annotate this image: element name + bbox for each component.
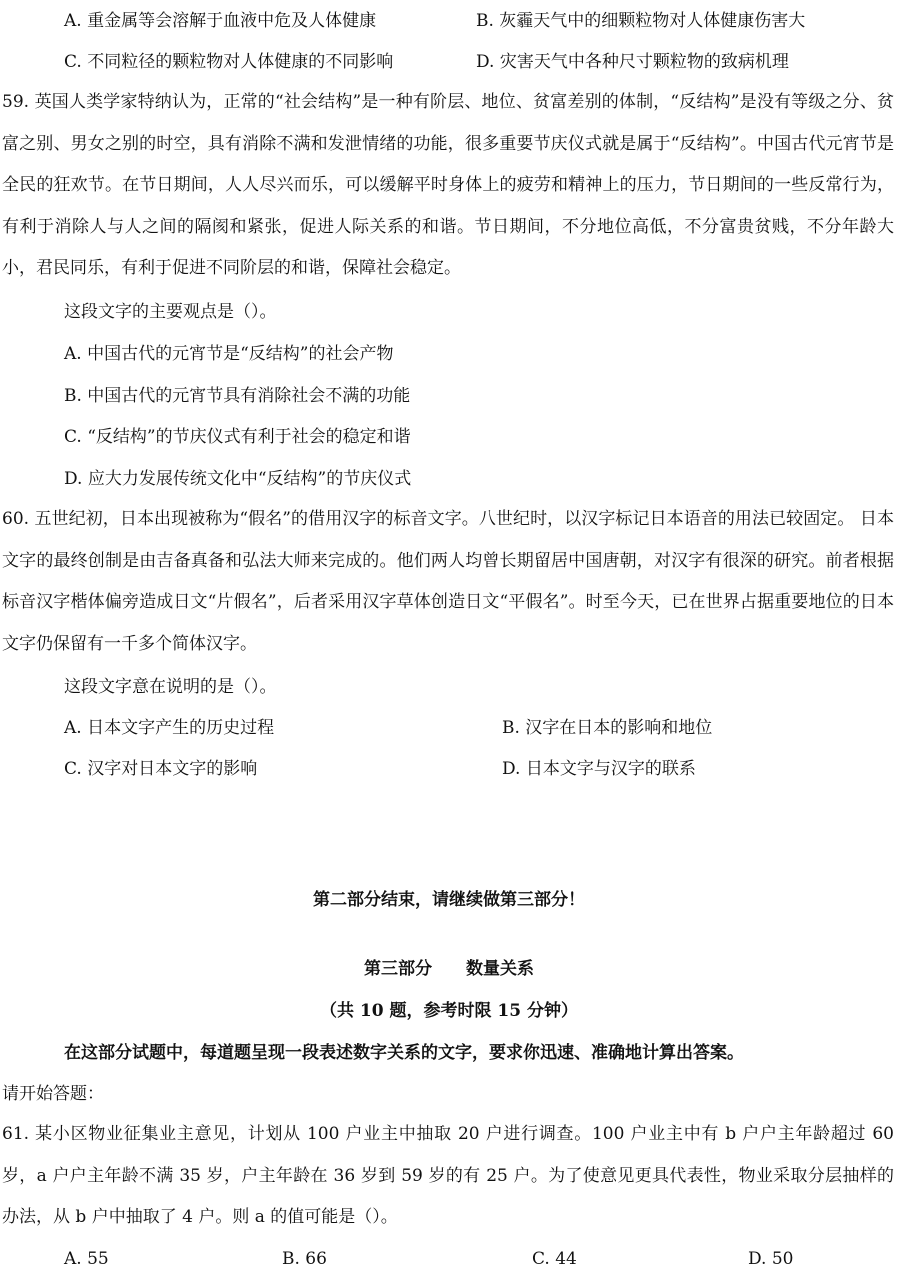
part3-instruction: 在这部分试题中，每道题呈现一段表述数字关系的文字，要求你迅速、准确地计算出答案。 — [64, 1043, 744, 1063]
q59-option-c: C. “反结构”的节庆仪式有利于社会的稳定和谐 — [64, 427, 411, 447]
q59-prompt: 这段文字的主要观点是（）。 — [64, 302, 277, 322]
q61-option-d: D. 50 — [748, 1249, 794, 1269]
q59-option-d: D. 应大力发展传统文化中“反结构”的节庆仪式 — [64, 469, 412, 489]
q58-option-a: A. 重金属等会溶解于血液中危及人体健康 — [64, 11, 377, 31]
part3-title: 第三部分 数量关系 — [364, 959, 534, 979]
q61-option-b: B. 66 — [282, 1249, 327, 1269]
part2-end-notice: 第二部分结束，请继续做第三部分！ — [313, 890, 585, 910]
q60-option-c: C. 汉字对日本文字的影响 — [64, 759, 258, 779]
q59-option-b: B. 中国古代的元宵节具有消除社会不满的功能 — [64, 386, 411, 406]
q59-option-a: A. 中国古代的元宵节是“反结构”的社会产物 — [64, 344, 394, 364]
q58-option-d: D. 灾害天气中各种尺寸颗粒物的致病机理 — [476, 52, 789, 72]
q60-stem: 60. 五世纪初，日本出现被称为“假名”的借用汉字的标音文字。八世纪时，以汉字标记日本语音的用法已较固定。 日本文字的最终创制是由吉备真备和弘法大师来完成的。他们两人均曾长期留居中国唐朝，对汉字有很深的研究。前者根据标音汉字楷体偏旁造成日文“片假名”，后者采用汉字草体创造日文“平假名”。时至今天，已在世界占据重要地位的日本文字仍保留有一千多个简体汉字。 — [2, 509, 894, 654]
q60-option-d: D. 日本文字与汉字的联系 — [502, 759, 696, 779]
start-answering: 请开始答题： — [2, 1084, 104, 1104]
q60-prompt: 这段文字意在说明的是（）。 — [64, 677, 277, 697]
q58-option-c: C. 不同粒径的颗粒物对人体健康的不同影响 — [64, 52, 394, 72]
q60-option-b: B. 汉字在日本的影响和地位 — [502, 718, 713, 738]
q61-option-a: A. 55 — [64, 1249, 109, 1269]
part3-subtitle: （共 10 题，参考时限 15 分钟） — [320, 1001, 578, 1021]
q61-option-c: C. 44 — [532, 1249, 577, 1269]
q61-stem: 61. 某小区物业征集业主意见，计划从 100 户业主中抽取 20 户进行调查。100 户业主中有 b 户户主年龄超过 60 岁，a 户户主年龄不满 35 岁，户主年龄在 36 岁到 59 岁的有 25 户。为了使意见更具代表性，物业采取分层抽样的办法，从 b 户中抽取了 4 户。则 a 的值可能是（）。 — [2, 1124, 894, 1228]
q60-option-a: A. 日本文字产生的历史过程 — [64, 718, 275, 738]
q58-option-b: B. 灰霾天气中的细颗粒物对人体健康伤害大 — [476, 11, 806, 31]
q59-stem: 59. 英国人类学家特纳认为，正常的“社会结构”是一种有阶层、地位、贫富差别的体制，“反结构”是没有等级之分、贫富之别、男女之别的时空，具有消除不满和发泄情绪的功能，很多重要节庆仪式就是属于“反结构”。中国古代元宵节是全民的狂欢节。在节日期间，人人尽兴而乐，可以缓解平时身体上的疲劳和精神上的压力，节日期间的一些反常行为，有利于消除人与人之间的隔阂和紧张，促进人际关系的和谐。节日期间，不分地位高低，不分富贵贫贱，不分年龄大小，君民同乐，有利于促进不同阶层的和谐，保障社会稳定。 — [2, 92, 894, 279]
